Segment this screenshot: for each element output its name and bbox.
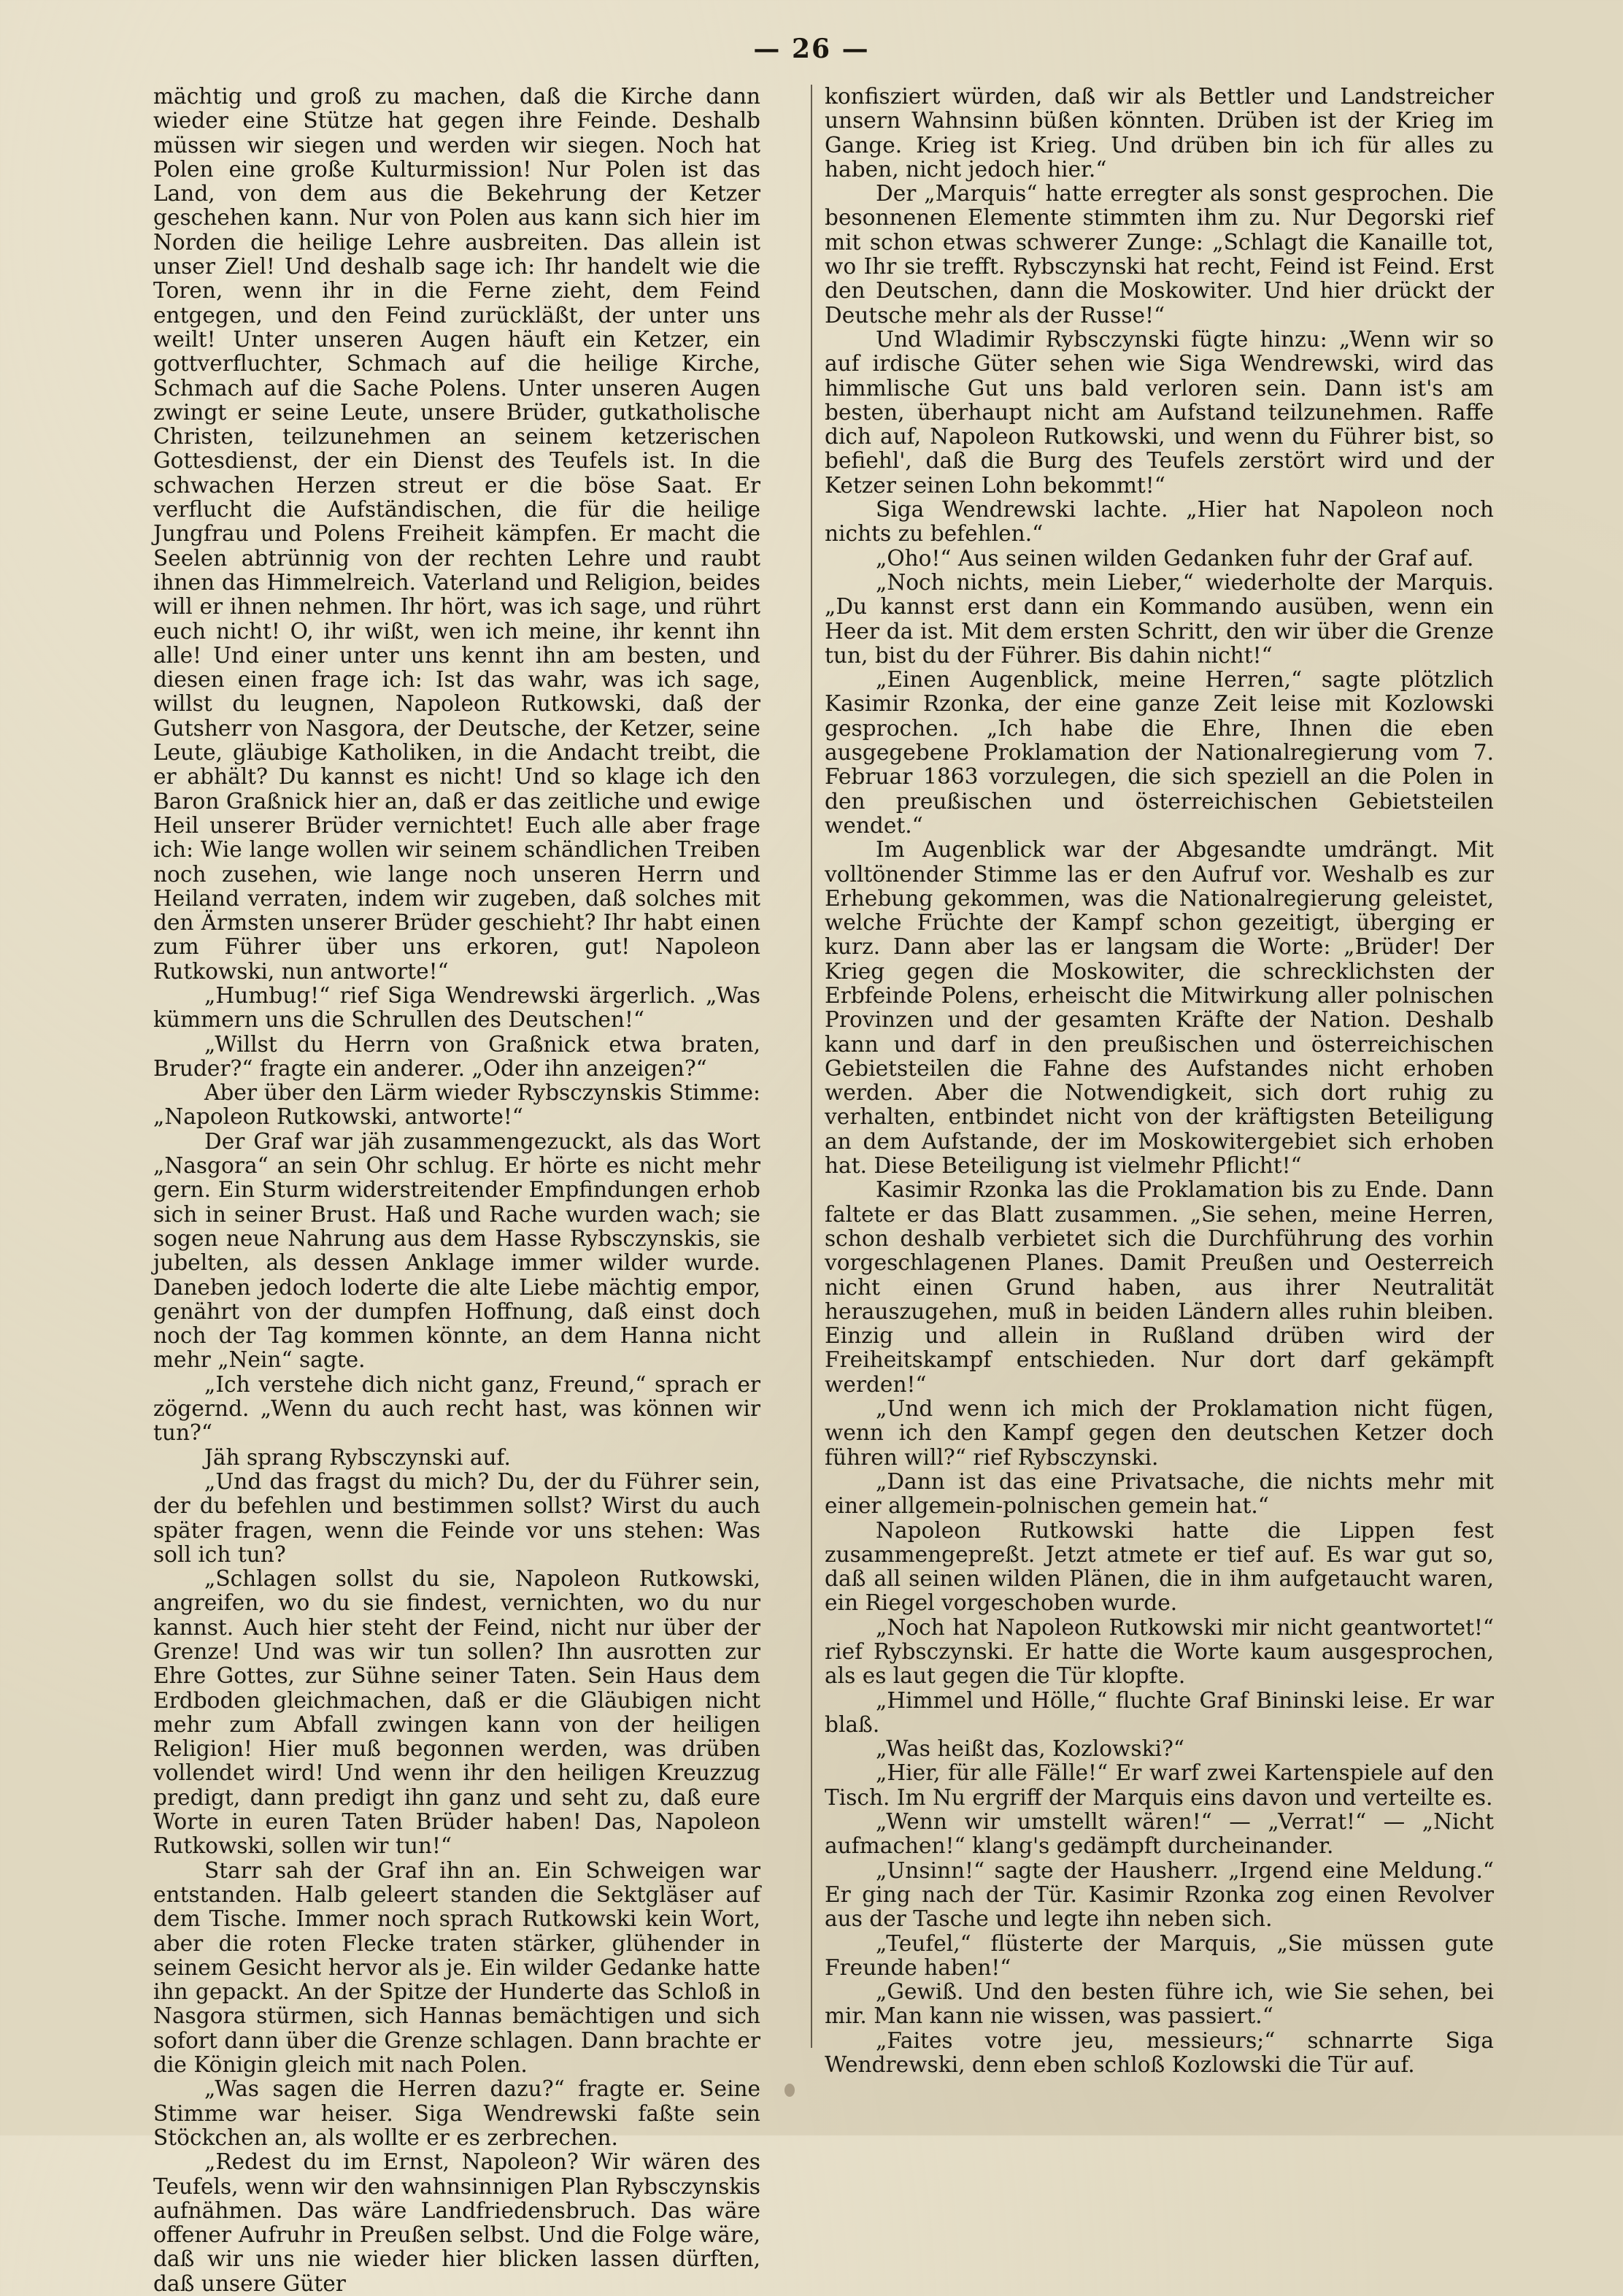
paragraph: Napoleon Rutkowski hatte die Lippen fest zusammengepreßt. Jetzt atmete er tief auf. Es war gut so, daß all seinen wilden Plänen, die in ihm aufgetaucht waren, ein Riegel vorgeschoben wurde. — [825, 1517, 1494, 1616]
paragraph: Und Wladimir Rybsczynski fügte hinzu: „Wenn wir so auf irdische Güter sehen wie Siga Wendrewski, wird das himmlische Gut uns bald verloren sein. Dann ist's am besten, überhaupt nicht am Aufstand teilzunehmen. Raffe dich auf, Napoleon Rutkowski, und wenn du Führer bist, so befiehl', daß die Burg des Teufels zerstört wird und der Ketzer seinen Lohn bekommt!“ — [825, 326, 1494, 498]
paragraph: „Teufel,“ flüsterte der Marquis, „Sie müssen gute Freunde haben!“ — [825, 1930, 1494, 1980]
paragraph: „Und wenn ich mich der Proklamation nicht fügen, wenn ich den Kampf gegen den deutschen Ketzer doch führen will?“ rief Rybsczynski. — [825, 1396, 1494, 1470]
paragraph: „Unsinn!“ sagte der Hausherr. „Irgend eine Meldung.“ Er ging nach der Tür. Kasimir Rzonka zog einen Revolver aus der Tasche und legte ihn neben sich. — [825, 1857, 1494, 1932]
page-number: — 26 — — [753, 34, 870, 64]
paragraph: Starr sah der Graf ihn an. Ein Schweigen war entstanden. Halb geleert standen die Sektgläser auf dem Tische. Immer noch sprach Rutkowski kein Wort, aber die roten Flecke traten stärker, glühender in seinem Gesicht hervor als je. Ein wilder Gedanke hatte ihn gepackt. An der Spitze der Hunderte das Schloß in Nasgora stürmen, sich Hannas bemächtigen und sich sofort dann über die Grenze schlagen. Dann brachte er die Königin gleich mit nach Polen. — [153, 1857, 760, 2078]
paragraph: „Willst du Herrn von Graßnick etwa braten, Bruder?“ fragte ein anderer. „Oder ihn anzeigen?“ — [153, 1031, 760, 1081]
paragraph: Kasimir Rzonka las die Proklamation bis zu Ende. Dann faltete er das Blatt zusammen. „Sie sehen, meine Herren, schon deshalb verbietet sich die Durchführung des vorhin vorgeschlagenen Planes. Damit Preußen und Oesterreich nicht einen Grund haben, aus ihrer Neutralität herauszugehen, muß in beiden Ländern alles ruhin bleiben. Einzig und allein in Rußland drüben wird der Freiheitskampf entschieden. Nur dort darf gekämpft werden!“ — [825, 1177, 1494, 1397]
paragraph: „Oho!“ Aus seinen wilden Gedanken fuhr der Graf auf. — [876, 545, 1474, 571]
paragraph: Aber über den Lärm wieder Rybsczynskis Stimme: „Napoleon Rutkowski, antworte!“ — [153, 1080, 760, 1130]
paragraph: Der „Marquis“ hatte erregter als sonst gesprochen. Die besonnenen Elemente stimmten ihm zu. Nur Degorski rief mit schon etwas schwerer Zunge: „Schlagt die Kanaille tot, wo Ihr sie trefft. Rybsczynski hat recht, Feind ist Feind. Erst den Deutschen, dann die Moskowiter. Und hier drückt der Deutsche mehr als der Russe!“ — [825, 181, 1494, 328]
paragraph: „Einen Augenblick, meine Herren,“ sagte plötzlich Kasimir Rzonka, der eine ganze Zeit leise mit Kozlowski gesprochen. „Ich habe die Ehre, Ihnen die eben ausgegebene Proklamation der Nationalregierung vom 7. Februar 1863 vorzulegen, die sich speziell an die Polen in den preußischen und österreichischen Gebietsteilen wendet.“ — [825, 667, 1494, 838]
right-column — [825, 85, 1494, 2077]
paragraph: „Und das fragst du mich? Du, der du Führer sein, der du befehlen und bestimmen sollst? Wirst du auch später fragen, wenn die Feinde vor uns stehen: Was soll ich tun? — [153, 1468, 760, 1567]
paragraph: „Redest du im Ernst, Napoleon? Wir wären des Teufels, wenn wir den wahnsinnigen Plan Rybsczynskis aufnähmen. Das wäre Landfriedensbruch. Das wäre offener Aufruhr in Preußen selbst. Und die Folge wäre, daß wir uns nie wieder hier blicken lassen dürften, daß unsere Güter — [153, 2149, 760, 2296]
paragraph: mächtig und groß zu machen, daß die Kirche dann wieder eine Stütze hat gegen ihre Feinde. Deshalb müssen wir siegen und werden wir siegen. Noch hat Polen eine große Kulturmission! Nur Polen ist das Land, von dem aus die Bekehrung der Ketzer geschehen kann. Nur von Polen aus kann sich hier im Norden die heilige Lehre ausbreiten. Das allein ist unser Ziel! Und deshalb sage ich: Ihr handelt wie die Toren, wenn ihr in die Ferne zieht, dem Feind entgegen, und den Feind zurückläßt, der unter uns weilt! Unter unseren Augen häuft ein Ketzer, ein gottverfluchter, Schmach auf die heilige Kirche, Schmach auf die Sache Polens. Unter unseren Augen zwingt er seine Leute, unsere Brüder, gutkatholische Christen, teilzunehmen an seinem ketzerischen Gottesdienst, der ein Dienst des Teufels ist. In die schwachen Herzen streut er die böse Saat. Er verflucht die Aufständischen, die für die heilige Jungfrau und Polens Freiheit kämpfen. Er macht die Seelen abtrünnig von der rechten Lehre und raubt ihnen das Himmelreich. Vaterland und Religion, beides will er ihnen nehmen. Ihr hört, was ich sage, und rührt euch nicht! O, ihr wißt, wen ich meine, ihr kennt ihn alle! Und einer unter uns kennt ihn am besten, und diesen einen frage ich: Ist das wahr, was ich sage, willst du leugnen, Napoleon Rutkowski, daß der Gutsherr von Nasgora, der Deutsche, der Ketzer, seine Leute, gläubige Katholiken, in die Andacht treibt, die er abhält? Du kannst es nicht! Und so klage ich den Baron Graßnick hier an, daß er das zeitliche und ewige Heil unserer Brüder vernichtet! Euch alle aber frage ich: Wie lange wollen wir seinem schändlichen Treiben noch zusehen, wie lange noch unseren Herrn und Heiland verraten, indem wir zugeben, daß solches mit den Ärmsten unserer Brüder geschieht? Ihr habt einen zum Führer über uns erkoren, gut! Napoleon Rutkowski, nun antworte!“ — [153, 84, 760, 984]
paragraph: Im Augenblick war der Abgesandte umdrängt. Mit volltönender Stimme las er den Aufruf vor. Weshalb es zur Erhebung gekommen, was die Nationalregierung geleistet, welche Früchte der Kampf schon gezeitigt, überging er kurz. Dann aber las er langsam die Worte: „Brüder! Der Krieg gegen die Moskowiter, die schrecklichsten der Erbfeinde Polens, erheischt die Mitwirkung aller polnischen Provinzen und der gesamten Kräfte der Nation. Deshalb kann und darf in den preußischen und österreichischen Gebietsteilen die Fahne des Aufstandes nicht erhoben werden. Aber die Notwendigkeit, sich dort ruhig zu verhalten, entbindet nicht von der kräftigsten Beteiligung an dem Aufstande, der im Moskowitergebiet sich erhoben hat. Diese Beteiligung ist vielmehr Pflicht!“ — [825, 837, 1494, 1179]
paragraph: „Humbug!“ rief Siga Wendrewski ärgerlich. „Was kümmern uns die Schrullen des Deutschen!“ — [153, 982, 760, 1033]
paragraph: „Noch nichts, mein Lieber,“ wiederholte der Marquis. „Du kannst erst dann ein Kommando ausüben, wenn ein Heer da ist. Mit dem ersten Schritt, den wir über die Grenze tun, bist du der Führer. Bis dahin nicht!“ — [825, 569, 1494, 668]
paragraph: konfisziert würden, daß wir als Bettler und Landstreicher unsern Wahnsinn büßen könnten. Drüben ist der Krieg im Gange. Krieg ist Krieg. Und drüben bin ich für alles zu haben, nicht jedoch hier.“ — [825, 84, 1494, 182]
paragraph: Jäh sprang Rybsczynski auf. — [204, 1444, 511, 1470]
left-column — [153, 85, 760, 2296]
paragraph: „Hier, für alle Fälle!“ Er warf zwei Kartenspiele auf den Tisch. Im Nu ergriff der Marquis eins davon und verteilte es. — [825, 1760, 1494, 1810]
paragraph: „Schlagen sollst du sie, Napoleon Rutkowski, angreifen, wo du sie findest, vernichten, wo du nur kannst. Auch hier steht der Feind, nicht nur über der Grenze! Und was wir tun sollen? Ihn ausrotten zur Ehre Gottes, zur Sühne seiner Taten. Sein Haus dem Erdboden gleichmachen, daß er die Gläubigen nicht mehr zum Abfall zwingen kann von der heiligen Religion! Hier muß begonnen werden, was drüben vollendet wird! Und wenn ihr den heiligen Kreuzzug predigt, dann predigt ihn ganz und seht zu, daß eure Worte in euren Taten Brüder haben! Das, Napoleon Rutkowski, sollen wir tun!“ — [153, 1566, 760, 1859]
paragraph: „Dann ist das eine Privatsache, die nichts mehr mit einer allgemein-polnischen gemein hat.“ — [825, 1468, 1494, 1519]
paragraph: „Gewiß. Und den besten führe ich, wie Sie sehen, bei mir. Man kann nie wissen, was passiert.“ — [825, 1979, 1494, 2029]
paragraph: Der Graf war jäh zusammengezuckt, als das Wort „Nasgora“ an sein Ohr schlug. Er hörte es nicht mehr gern. Ein Sturm widerstreitender Empfindungen erhob sich in seiner Brust. Haß und Rache wurden wach; sie sogen neue Nahrung aus dem Hasse Rybsczynskis, sie jubelten, als dessen Anklage immer wilder wurde. Daneben jedoch loderte die alte Liebe mächtig empor, genährt von der dumpfen Hoffnung, daß einst doch noch der Tag kommen könnte, an dem Hanna nicht mehr „Nein“ sagte. — [153, 1128, 760, 1373]
paragraph: „Himmel und Hölle,“ fluchte Graf Bininski leise. Er war blaß. — [825, 1687, 1494, 1737]
paragraph: „Ich verstehe dich nicht ganz, Freund,“ sprach er zögernd. „Wenn du auch recht hast, was können wir tun?“ — [153, 1371, 760, 1446]
paragraph: „Wenn wir umstellt wären!“ — „Verrat!“ — „Nicht aufmachen!“ klang's gedämpft durcheinander. — [825, 1809, 1494, 1859]
paragraph: „Was heißt das, Kozlowski?“ — [876, 1736, 1184, 1762]
paragraph: „Was sagen die Herren dazu?“ fragte er. Seine Stimme war heiser. Siga Wendrewski faßte sein Stöckchen an, als wollte er es zerbrechen. — [153, 2076, 760, 2150]
paragraph: „Noch hat Napoleon Rutkowski mir nicht geantwortet!“ rief Rybsczynski. Er hatte die Worte kaum ausgesprochen, als es laut gegen die Tür klopfte. — [825, 1614, 1494, 1689]
paper-stain — [784, 2084, 795, 2097]
column-divider — [811, 85, 812, 2048]
paragraph: „Faites votre jeu, messieurs;“ schnarrte Siga Wendrewski, denn eben schloß Kozlowski die Tür auf. — [825, 2027, 1494, 2078]
paragraph: Siga Wendrewski lachte. „Hier hat Napoleon noch nichts zu befehlen.“ — [825, 497, 1494, 547]
